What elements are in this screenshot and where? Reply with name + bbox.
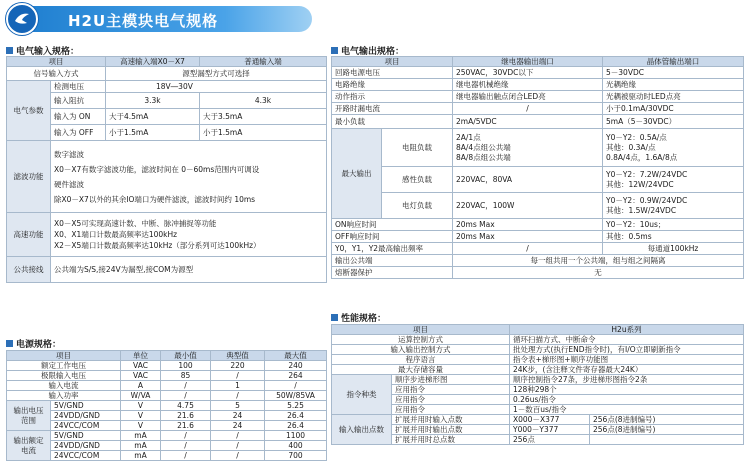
section-title-power: 电源规格： — [6, 337, 61, 350]
table-row — [7, 371, 327, 381]
filter-function-label: 滤波功能 — [7, 141, 51, 213]
signal-mode-value: 源型漏型方式可选择 — [106, 67, 327, 81]
electrical-input-table — [6, 56, 327, 283]
table-cell: 1－数百us/指令 — [510, 405, 744, 415]
table-cell: 20ms Max — [453, 219, 603, 231]
table-cell: VAC — [121, 361, 161, 371]
table-row — [332, 335, 744, 345]
header-cell: 晶体管输出端口 — [603, 57, 744, 67]
table-cell: 100 — [161, 361, 211, 371]
table-cell: 熔断器保护 — [332, 267, 453, 279]
table-cell: 输入功率 — [7, 391, 121, 401]
table-cell: 扩展并用时输出点数 — [392, 425, 510, 435]
header-cell: 项目 — [332, 57, 453, 67]
input-off-normal: 小于1.5mA — [200, 125, 327, 141]
section-bullet-icon — [6, 340, 13, 347]
table-row — [7, 141, 327, 213]
table-row — [7, 213, 327, 257]
electrical-output-table — [331, 56, 744, 279]
table-row — [332, 231, 744, 243]
header-cell: 最小值 — [161, 351, 211, 361]
table-row — [332, 345, 744, 355]
instruction-types-label: 指令种类 — [332, 375, 392, 415]
table-row — [332, 243, 744, 255]
table-cell: mA — [121, 451, 161, 461]
table-cell: / — [161, 451, 211, 461]
table-cell: / — [453, 103, 603, 115]
header-cell: 继电器输出端口 — [453, 57, 603, 67]
filter-function-desc: 数字滤波 X0－X7有数字滤波功能，滤波时间在 0－60ms范围内可调设 硬件滤波 除X0－X7以外的其余IO端口为硬件滤波，滤波时间约 10ms — [51, 141, 327, 213]
table-row — [332, 167, 744, 193]
table-cell: 24 — [211, 411, 265, 421]
table-cell: 5 — [211, 401, 265, 411]
input-on-fast: 大于4.5mA — [106, 109, 200, 125]
table-cell: 每一组共用一个公共端，组与组之间隔离 — [453, 255, 744, 267]
header-cell: 普通输入端 — [200, 57, 327, 67]
table-row — [7, 431, 327, 441]
table-cell: 无 — [453, 267, 744, 279]
table-cell: / — [161, 381, 211, 391]
power-table — [6, 350, 327, 461]
table-row — [332, 405, 744, 415]
section-title-electrical-input: 电气输入规格： — [6, 44, 79, 57]
table-row — [332, 67, 744, 79]
table-cell: 光耦被驱动时LED点亮 — [603, 91, 744, 103]
header-cell: 项目 — [332, 325, 510, 335]
max-output-label: 最大输出 — [332, 129, 382, 219]
inductive-load-relay: 220VAC，80VA — [453, 167, 603, 193]
signal-mode-label: 信号输入方式 — [7, 67, 106, 81]
header-cell: 项目 — [7, 57, 106, 67]
table-cell: 批处理方式(执行END指令时)，有I/O立即刷新指令 — [510, 345, 744, 355]
table-cell: 5.25 — [265, 401, 327, 411]
table-cell: Y0－Y2：10us； — [603, 219, 744, 231]
table-cell: 动作指示 — [332, 91, 453, 103]
table-cell: / — [211, 451, 265, 461]
table-row — [332, 57, 744, 67]
table-cell: 2mA/5VDC — [453, 115, 603, 129]
table-cell: / — [161, 391, 211, 401]
output-voltage-label: 输出电压范围 — [7, 401, 51, 431]
lamp-load-transistor: Y0－Y2：0.9W/24VDC 其他：1.5W/24VDC — [603, 193, 744, 219]
table-cell: 顺序步进梯形图 — [392, 375, 510, 385]
table-cell: 21.6 — [161, 411, 211, 421]
table-row — [332, 103, 744, 115]
common-wiring-label: 公共接线 — [7, 257, 51, 283]
input-on-normal: 大于3.5mA — [200, 109, 327, 125]
table-row — [7, 81, 327, 93]
header-banner — [0, 0, 320, 38]
input-impedance-fast: 3.3k — [106, 93, 200, 109]
table-cell: 应用指令 — [392, 395, 510, 405]
table-cell: 24VDD/GND — [51, 411, 121, 421]
table-row — [7, 381, 327, 391]
table-row — [332, 79, 744, 91]
table-row — [7, 57, 327, 67]
table-row — [7, 421, 327, 431]
table-cell: 240 — [265, 361, 327, 371]
header-cell: 典型值 — [211, 351, 265, 361]
table-cell: / — [265, 381, 327, 391]
table-cell: 5V/GND — [51, 401, 121, 411]
high-speed-label: 高速功能 — [7, 213, 51, 257]
table-cell: 开路时漏电流 — [332, 103, 453, 115]
input-impedance-label: 输入阻抗 — [51, 93, 106, 109]
table-cell: 1100 — [265, 431, 327, 441]
table-row — [332, 385, 744, 395]
header-cell: 项目 — [7, 351, 121, 361]
table-cell: 20ms Max — [453, 231, 603, 243]
table-cell: A — [121, 381, 161, 391]
table-cell: 256点(8进制编号) — [590, 425, 744, 435]
table-cell: 光耦绝缘 — [603, 79, 744, 91]
lamp-load-label: 电灯负载 — [382, 193, 453, 219]
table-cell: 输入输出控制方式 — [332, 345, 510, 355]
table-cell: 85 — [161, 371, 211, 381]
table-cell: / — [161, 441, 211, 451]
common-wiring-value: 公共端为S/S,接24V为漏型,接COM为源型 — [51, 257, 327, 283]
table-cell: / — [211, 371, 265, 381]
table-row — [7, 361, 327, 371]
table-cell: 额定工作电压 — [7, 361, 121, 371]
table-cell: 电路绝缘 — [332, 79, 453, 91]
table-cell: 24VCC/COM — [51, 451, 121, 461]
table-row — [332, 355, 744, 365]
table-cell: 24 — [211, 421, 265, 431]
header-cell: H2u系列 — [510, 325, 744, 335]
table-row — [7, 441, 327, 451]
table-row — [332, 375, 744, 385]
lamp-load-relay: 220VAC，100W — [453, 193, 603, 219]
table-row — [332, 365, 744, 375]
table-cell: mA — [121, 431, 161, 441]
table-cell: / — [453, 243, 603, 255]
table-cell: 程序语言 — [332, 355, 510, 365]
table-row — [332, 325, 744, 335]
table-cell: V — [121, 411, 161, 421]
table-cell: Y000－Y377 — [510, 425, 590, 435]
table-row — [332, 255, 744, 267]
table-row — [332, 193, 744, 219]
table-cell: / — [211, 441, 265, 451]
table-cell: 24VCC/COM — [51, 421, 121, 431]
table-cell: ON响应时间 — [332, 219, 453, 231]
resistive-load-label: 电阻负载 — [382, 129, 453, 167]
table-cell: 输入电流 — [7, 381, 121, 391]
table-row — [7, 257, 327, 283]
table-row — [332, 267, 744, 279]
table-cell — [590, 435, 744, 445]
table-cell: 26.4 — [265, 421, 327, 431]
table-cell: 继电器机械绝缘 — [453, 79, 603, 91]
table-row — [7, 451, 327, 461]
table-row — [7, 401, 327, 411]
table-cell: / — [211, 431, 265, 441]
table-cell: 最小负载 — [332, 115, 453, 129]
table-cell: 最大存储容量 — [332, 365, 510, 375]
table-cell: 运算控制方式 — [332, 335, 510, 345]
table-cell: / — [211, 391, 265, 401]
section-title-electrical-output: 电气输出规格： — [331, 44, 404, 57]
input-off-label: 输入为 OFF — [51, 125, 106, 141]
table-cell: VAC — [121, 371, 161, 381]
high-speed-desc: X0－X5可实现高速计数、中断、脉冲捕捉等功能 X0、X1端口计数最高频率达100kHz X2－X5端口计数最高频率达10kHz（部分系列可达100kHz） — [51, 213, 327, 257]
section-bullet-icon — [331, 47, 338, 54]
inductive-load-transistor: Y0－Y2：7.2W/24VDC 其他：12W/24VDC — [603, 167, 744, 193]
table-row — [332, 395, 744, 405]
table-cell: 256点(8进制编号) — [590, 415, 744, 425]
table-cell: Y0，Y1，Y2最高输出频率 — [332, 243, 453, 255]
input-on-label: 输入为 ON — [51, 109, 106, 125]
table-cell: 264 — [265, 371, 327, 381]
table-cell: 700 — [265, 451, 327, 461]
page-title: H2U主模块电气规格 — [68, 12, 219, 30]
table-cell: W/VA — [121, 391, 161, 401]
inductive-load-label: 感性负载 — [382, 167, 453, 193]
performance-table — [331, 324, 744, 445]
detect-voltage-label: 检测电压 — [51, 81, 106, 93]
table-cell: X000－X377 — [510, 415, 590, 425]
header-cell: 高速输入端X0－X7 — [106, 57, 200, 67]
table-cell: OFF响应时间 — [332, 231, 453, 243]
table-cell: 应用指令 — [392, 385, 510, 395]
resistive-load-transistor: Y0－Y2：0.5A/点 其他：0.3A/点 0.8A/4点，1.6A/8点 — [603, 129, 744, 167]
table-cell: 21.6 — [161, 421, 211, 431]
table-cell: 220 — [211, 361, 265, 371]
table-row — [332, 425, 744, 435]
table-row — [7, 351, 327, 361]
table-cell: 每通道100kHz — [603, 243, 744, 255]
table-cell: 输出公共端 — [332, 255, 453, 267]
section-title-performance: 性能规格： — [331, 311, 386, 324]
section-bullet-icon — [6, 47, 13, 54]
table-cell: 其他：0.5ms — [603, 231, 744, 243]
table-cell: mA — [121, 441, 161, 451]
section-bullet-icon — [331, 314, 338, 321]
table-row — [7, 125, 327, 141]
input-off-fast: 小于1.5mA — [106, 125, 200, 141]
table-cell: 扩展并用时总点数 — [392, 435, 510, 445]
table-row — [7, 391, 327, 401]
table-cell: 256点 — [510, 435, 590, 445]
table-cell: 26.4 — [265, 411, 327, 421]
table-cell: 128种298个 — [510, 385, 744, 395]
table-cell: 24VDD/GND — [51, 441, 121, 451]
electrical-params-label: 电气参数 — [7, 81, 51, 141]
table-cell: 400 — [265, 441, 327, 451]
input-impedance-normal: 4.3k — [200, 93, 327, 109]
table-cell: 指令表+梯形图+顺序功能图 — [510, 355, 744, 365]
table-cell: 1 — [211, 381, 265, 391]
table-cell: / — [161, 431, 211, 441]
table-row — [332, 435, 744, 445]
table-cell: 顺序控制指令27条，步进梯形图指令2条 — [510, 375, 744, 385]
io-points-label: 输入输出点数 — [332, 415, 392, 445]
table-row — [7, 93, 327, 109]
table-cell: 应用指令 — [392, 405, 510, 415]
brand-logo-icon — [6, 3, 38, 35]
table-cell: 5V/GND — [51, 431, 121, 441]
table-row — [332, 115, 744, 129]
table-cell: V — [121, 401, 161, 411]
table-cell: 极限输入电压 — [7, 371, 121, 381]
table-cell: 0.26us/指令 — [510, 395, 744, 405]
header-cell: 单位 — [121, 351, 161, 361]
resistive-load-relay: 2A/1点 8A/4点组公共端 8A/8点组公共端 — [453, 129, 603, 167]
detect-voltage-value: 18V―30V — [106, 81, 327, 93]
table-cell: 24K步，(含注释文件寄存器最大24K） — [510, 365, 744, 375]
table-row — [332, 415, 744, 425]
table-cell: 回路电源电压 — [332, 67, 453, 79]
table-row — [332, 129, 744, 167]
table-row — [332, 219, 744, 231]
table-cell: 4.75 — [161, 401, 211, 411]
table-cell: 5－30VDC — [603, 67, 744, 79]
table-cell: 5mA（5－30VDC） — [603, 115, 744, 129]
table-cell: 250VAC，30VDC以下 — [453, 67, 603, 79]
table-row — [7, 67, 327, 81]
table-cell: 继电器输出触点闭合LED亮 — [453, 91, 603, 103]
header-cell: 最大值 — [265, 351, 327, 361]
table-cell: 小于0.1mA/30VDC — [603, 103, 744, 115]
table-cell: V — [121, 421, 161, 431]
table-cell: 扩展并用时输入点数 — [392, 415, 510, 425]
table-row — [7, 109, 327, 125]
table-row — [332, 91, 744, 103]
table-row — [7, 411, 327, 421]
output-current-label: 输出额定电流 — [7, 431, 51, 461]
table-cell: 50W/85VA — [265, 391, 327, 401]
table-cell: 循环扫描方式、中断命令 — [510, 335, 744, 345]
